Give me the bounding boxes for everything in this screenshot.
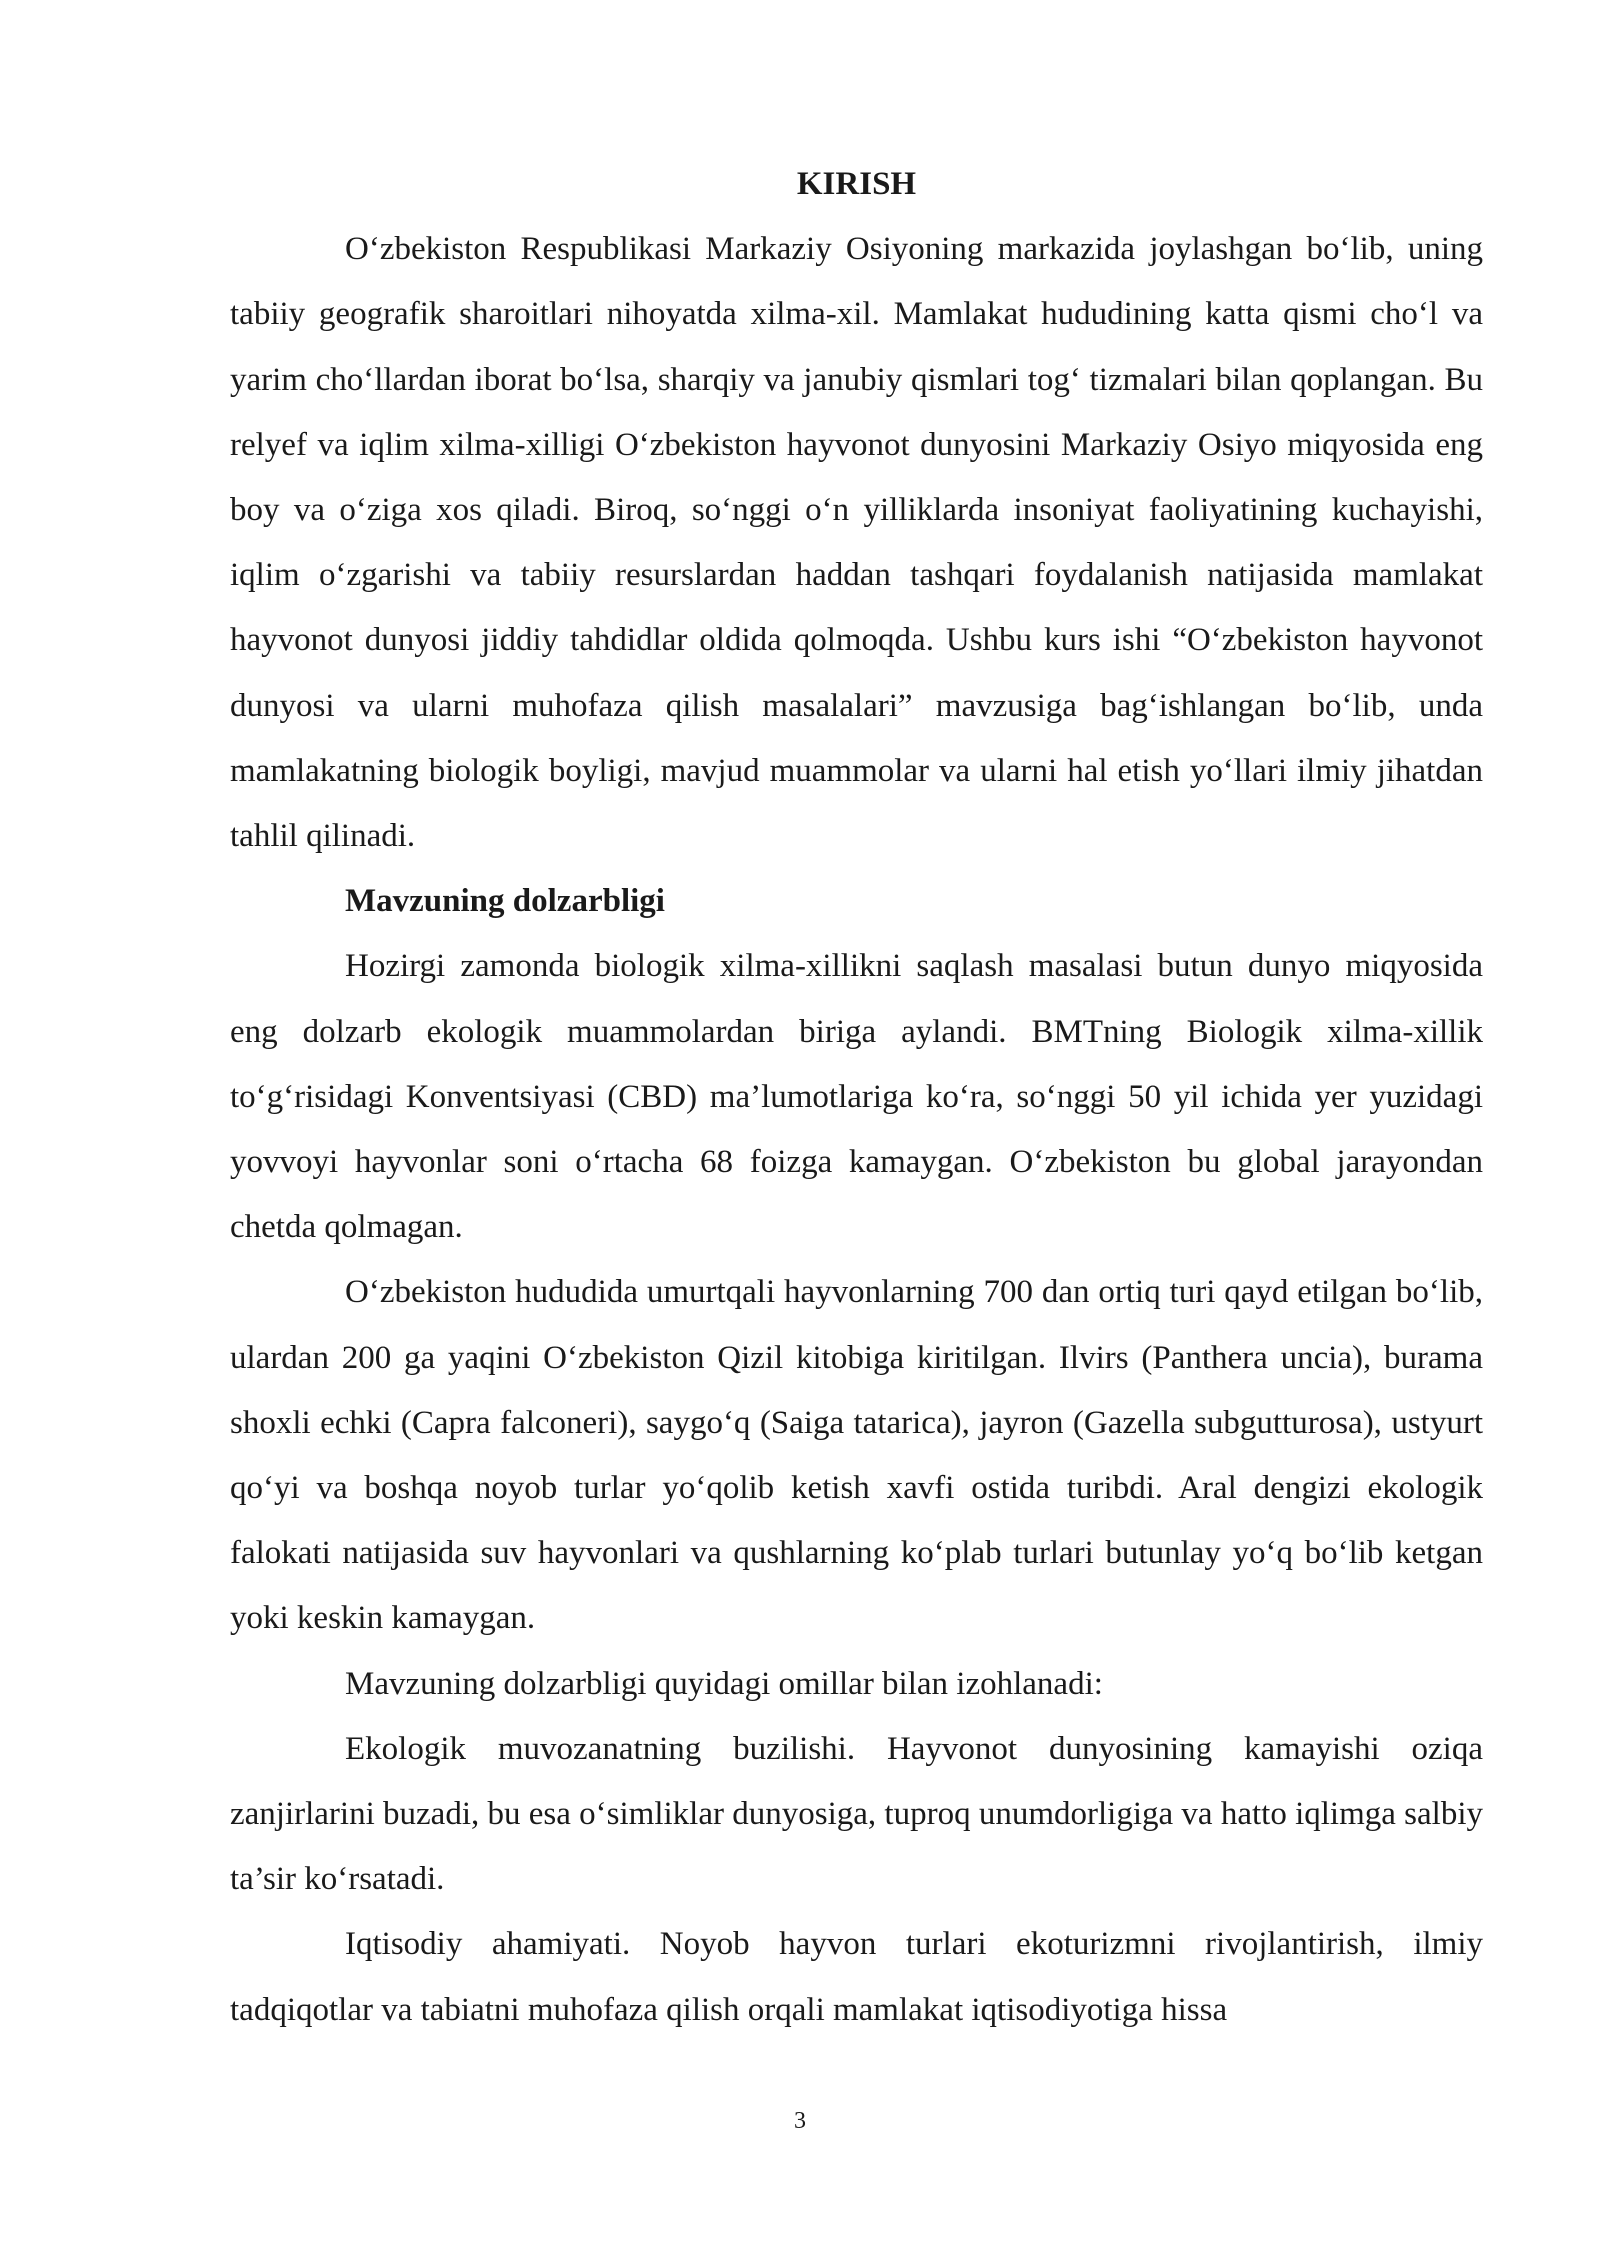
page-number: 3 [794,2108,806,2134]
paragraph-ecological-balance: Ekologik muvozanatning buzilishi. Hayvonot dunyosining kamayishi oziqa zanjirlarini buzadi, bu esa o‘simliklar dunyosiga, tuproq unumdorligiga va hatto iqlimga salbiy ta’sir ko‘rsatadi. [230,1730,1483,1898]
paragraph-species: O‘zbekiston hududida umurtqali hayvonlarning 700 dan ortiq turi qayd etilgan bo‘lib, ulardan 200 ga yaqini O‘zbekiston Qizil kitobiga kiritilgan. Ilvirs (Panthera uncia), burama shoxli echki (Capra falconeri), saygo‘q (Saiga tatarica), jayron (Gazella subgutturosa), ustyurt qo‘yi va boshqa noyob turlar yo‘qolib ketish xavfi ostida turibdi. Aral dengizi ekologik falokati natijasida suv hayvonlari va qushlarning ko‘plab turlari butunlay yo‘q bo‘lib ketgan yoki keskin kamaygan. [230,1274,1483,1637]
page-title: KIRISH [796,166,917,202]
intro-paragraph: O‘zbekiston Respublikasi Markaziy Osiyoning markazida joylashgan bo‘lib, uning tabiiy geografik sharoitlari nihoyatda xilma-xil. Mamlakat hududining katta qismi cho‘l va yarim cho‘llardan iborat bo‘lsa, sharqiy va janubiy qismlari tog‘ tizmalari bilan qoplangan. Bu relyef va iqlim xilma-xilligi O‘zbekiston hayvonot dunyosini Markaziy Osiyo miqyosida eng boy va o‘ziga xos qiladi. Biroq, so‘nggi o‘n yilliklarda insoniyat faoliyatining kuchayishi, iqlim o‘zgarishi va tabiiy resurslardan haddan tashqari foydalanish natijasida mamlakat hayvonot dunyosi jiddiy tahdidlar oldida qolmoqda. Ushbu kurs ishi “O‘zbekiston hayvonot dunyosi va ularni muhofaza qilish masalalari” mavzusiga bag‘ishlangan bo‘lib, unda mamlakatning biologik boyligi, mavjud muammolar va ularni hal etish yo‘llari ilmiy jihatdan tahlil qilinadi. [230,231,1483,855]
paragraph-factors-intro: Mavzuning dolzarbligi quyidagi omillar bilan izohlanadi: [345,1665,1103,1702]
section-heading: Mavzuning dolzarbligi [345,883,665,920]
paragraph-economic-importance: Iqtisodiy ahamiyati. Noyob hayvon turlari ekoturizmni rivojlantirish, ilmiy tadqiqotlar va tabiatni muhofaza qilish orqali mamlakat iqtisodiyotiga hissa [230,1926,1483,2028]
page-content [230,152,1483,2043]
paragraph-relevance: Hozirgi zamonda biologik xilma-xillikni saqlash masalasi butun dunyo miqyosida eng dolzarb ekologik muammolardan biriga aylandi. BMTning Biologik xilma-xillik to‘g‘risidagi Konventsiyasi (CBD) ma’lumotlariga ko‘ra, so‘nggi 50 yil ichida yer yuzidagi yovvoyi hayvonlar soni o‘rtacha 68 foizga kamaygan. O‘zbekiston bu global jarayondan chetda qolmagan. [230,948,1483,1246]
